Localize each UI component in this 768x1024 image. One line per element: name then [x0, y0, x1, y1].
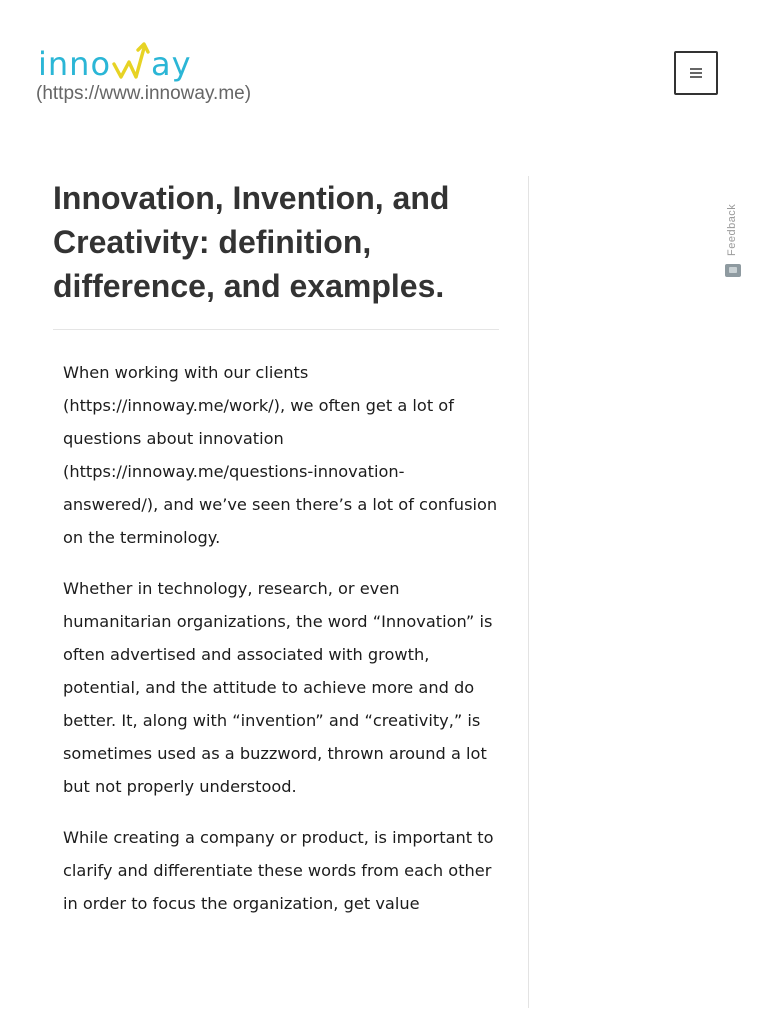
article-body: [53, 330, 499, 920]
article-paragraph: Whether in technology, research, or even humanitarian organizations, the word “Innovation” is often advertised and associated with growth, potential, and the attitude to achieve more and do better. It, along with “invention” and “creativity,” is sometimes used as a buzzword, thrown around a lot but not properly understood.: [63, 579, 493, 796]
article-content: [53, 176, 499, 938]
logo-arrow-w-icon: [111, 40, 151, 80]
article-paragraph: When working with our clients (https://innoway.me/work/), we often get a lot of questions about innovation (https://innoway.me/questions-innovation-answered/), and we’ve seen there’s a lot of confusion on the terminology.: [63, 363, 498, 547]
feedback-tab[interactable]: [721, 198, 745, 282]
feedback-label: Feedback: [726, 203, 738, 256]
menu-button[interactable]: [674, 51, 718, 95]
feedback-icon: [725, 264, 741, 277]
hamburger-icon: [690, 68, 702, 78]
logo-text-end: ay: [151, 45, 192, 83]
page-title: Innovation, Invention, and Creativity: definition, difference, and examples.: [53, 180, 450, 304]
site-url-link[interactable]: (https://www.innoway.me): [36, 83, 252, 104]
site-header: [0, 0, 768, 130]
sidebar-divider: [528, 176, 529, 1008]
article-paragraph: While creating a company or product, is important to clarify and differentiate these words from each other in order to focus the organization, get value: [63, 828, 494, 913]
innoway-logo[interactable]: [38, 34, 192, 83]
logo-text-start: inno: [38, 45, 112, 83]
